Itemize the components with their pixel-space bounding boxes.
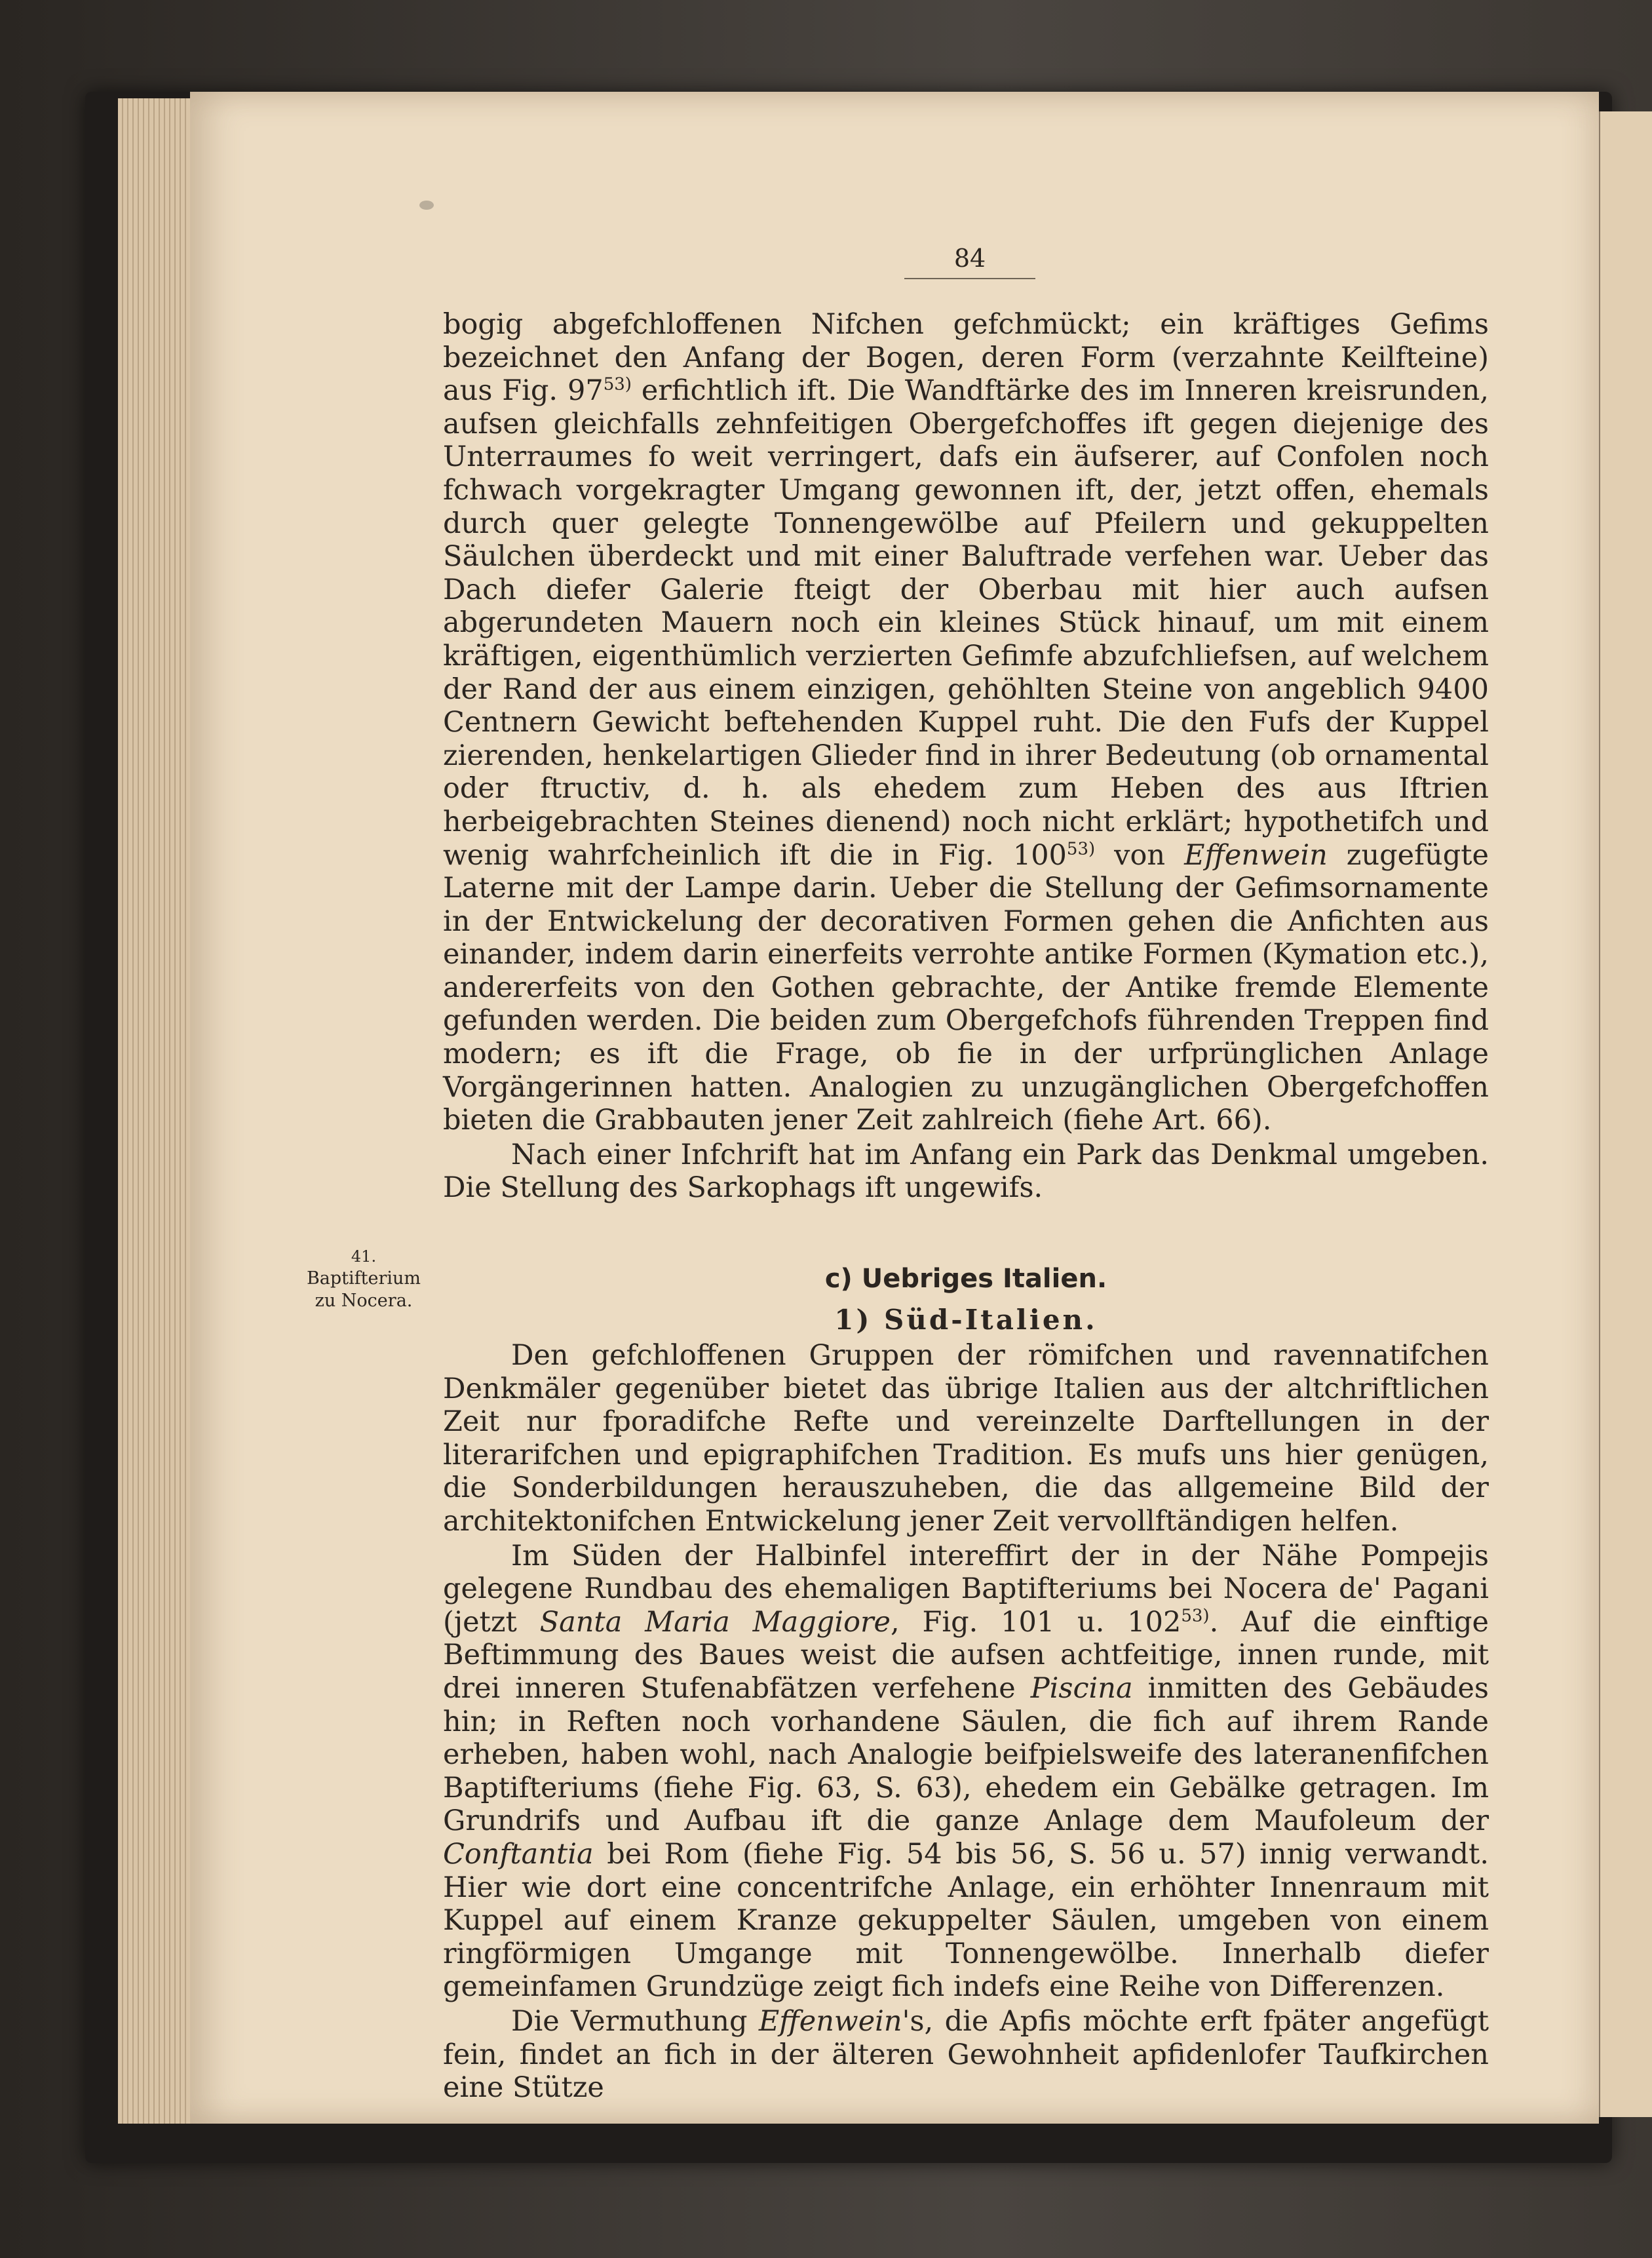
margin-note-number: 41. [351,1247,377,1266]
main-text [443,308,1489,2105]
page-number: 84 [904,244,1035,279]
paragraph-5: Die Vermuthung Effenwein's, die Apfis möchte erft fpäter angefügt fein, findet an fich in der älteren Gewohnheit apfidenlofer Taufkirchen eine Stütze [443,2004,1489,2105]
margin-note [288,1245,439,1312]
next-page-edge [1599,111,1652,2117]
paper-speck [419,201,434,210]
section-subheading: 1) Süd-Italien. [834,1304,1098,1336]
section-gap [443,1205,1489,1260]
margin-note-line1: Baptifterium [306,1268,421,1289]
paragraph-4: Im Süden der Halbinfel intereffirt der in der Nähe Pompejis gelegene Rundbau des ehemaligen Baptifteriums bei Nocera de' Pagani (jetzt Santa Maria Maggiore, Fig. 101 u. 102$^{53)}$. Auf die einftige Beftimmung des Baues weist die aufsen achtfeitige, innen runde, mit drei inneren Stufenabfätzen verfehene Piscina inmitten des Gebäudes hin; in Reften noch vorhandene Säulen, die fich auf ihrem Rande erheben, haben wohl, nach Analogie beifpielsweife des lateranenfifchen Baptifteriums (fiehe Fig. 63, S. 63), ehedem ein Gebälke getragen. Im Grundrifs und Aufbau ift die ganze Anlage dem Maufoleum der Conftantia bei Rom (fiehe Fig. 54 bis 56, S. 56 u. 57) innig verwandt. Hier wie dort eine concentrifche Anlage, ein erhöhter Innenraum mit Kuppel auf einem Kranze gekuppelter Säulen, umgeben von einem ringförmigen Umgange mit Tonnengewölbe. Innerhalb diefer gemeinfamen Grundzüge zeigt fich indefs eine Reihe von Differenzen. [443,1539,1489,2004]
paragraph-2: Nach einer Infchrift hat im Anfang ein Park das Denkmal umgeben. Die Stellung des Sarkophags ift ungewifs. [443,1138,1489,1205]
paragraph-3: Den gefchloffenen Gruppen der römifchen und ravennatifchen Denkmäler gegenüber bietet das übrige Italien aus der altchriftlichen Zeit nur fporadifche Refte und vereinzelte Darftellungen in der literarifchen und epigraphifchen Tradition. Es mufs uns hier genügen, die Sonderbildungen herauszuheben, die das allgemeine Bild der architektonifchen Entwickelung jener Zeit vervollftändigen helfen. [443,1339,1489,1538]
paragraph-1: bogig abgefchloffenen Nifchen gefchmückt; ein kräftiges Gefims bezeichnet den Anfang der Bogen, deren Form (verzahnte Keilfteine) aus Fig. 97$^{53)}$ erfichtlich ift. Die Wandftärke des im Inneren kreisrunden, aufsen gleichfalls zehnfeitigen Obergefchoffes ift gegen diejenige des Unterraumes fo weit verringert, dafs ein äufserer, auf Confolen noch fchwach vorgekragter Umgang gewonnen ift, der, jetzt offen, ehemals durch quer gelegte Tonnengewölbe auf Pfeilern und gekuppelten Säulchen überdeckt und mit einer Baluftrade verfehen war. Ueber das Dach diefer Galerie fteigt der Oberbau mit hier auch aufsen abgerundeten Mauern noch ein kleines Stück hinauf, um mit einem kräftigen, eigenthümlich verzierten Gefimfe abzufchliefsen, auf welchem der Rand der aus einem einzigen, gehöhlten Steine von angeblich 9400 Centnern Gewicht beftehenden Kuppel ruht. Die den Fufs der Kuppel zierenden, henkelartigen Glieder find in ihrer Bedeutung (ob ornamental oder ftructiv, d. h. als ehedem zum Heben des aus Iftrien herbeigebrachten Steines dienend) noch nicht erklärt; hypothetifch und wenig wahrfcheinlich ift die in Fig. 100$^{53)}$ von Effenwein zugefügte Laterne mit der Lampe darin. Ueber die Stellung der Gefimsornamente in der Entwickelung der decorativen Formen gehen die Anfichten aus einander, indem darin einerfeits verrohte antike Formen (Kymation etc.), andererfeits von den Gothen gebrachte, der Antike fremde Elemente gefunden werden. Die beiden zum Obergefchofs führenden Treppen find modern; es ift die Frage, ob fie in der urfprünglichen Anlage Vorgängerinnen hatten. Analogien zu unzugänglichen Obergefchoffen bieten die Grabbauten jener Zeit zahlreich (fiehe Art. 66). [443,308,1489,1137]
margin-note-line2: zu Nocera. [315,1291,413,1311]
section-heading: c) Uebriges Italien. [824,1264,1107,1294]
